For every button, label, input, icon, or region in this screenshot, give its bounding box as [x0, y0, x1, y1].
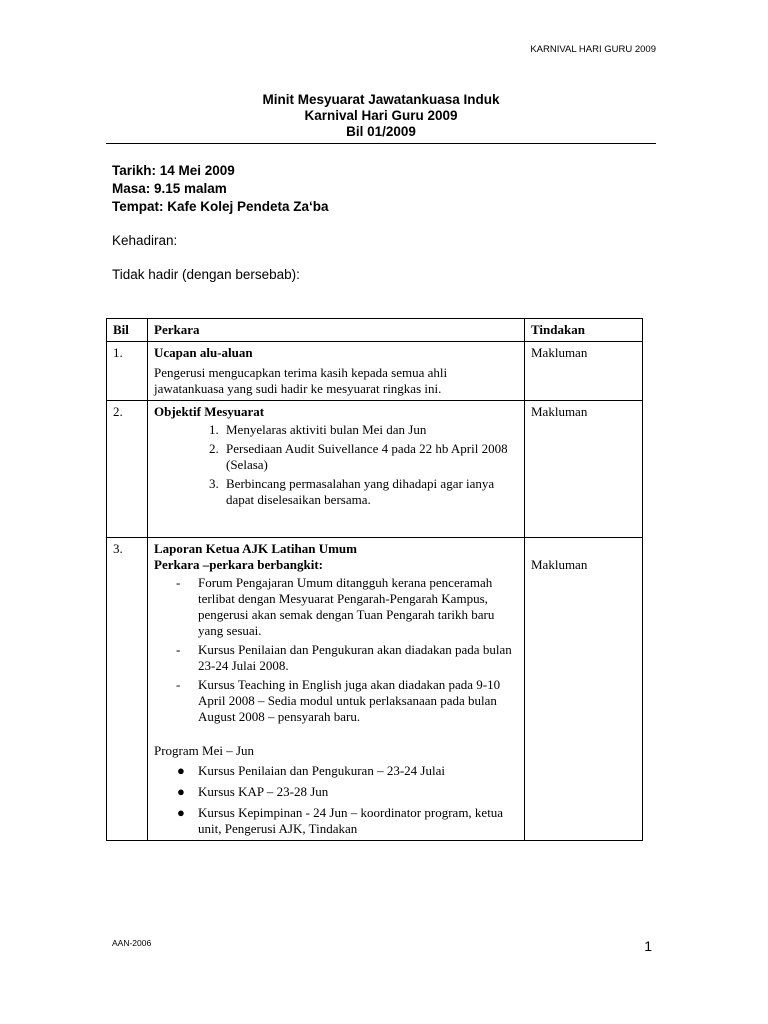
dash-marker: -	[176, 677, 181, 692]
title-line-3: Bil 01/2009	[346, 124, 416, 139]
list-item-text: Forum Pengajaran Umum ditangguh kerana penceramah terlibat dengan Mesyuarat Pengarah-Pengarah Kampus, pengerusi akan semak dengan Tuan Pengarah tarikh baru yang sesuai.	[198, 575, 495, 638]
header-bil: Bil	[107, 319, 148, 342]
meeting-meta	[112, 162, 329, 216]
item-heading: Objektif Mesyuarat	[154, 404, 265, 419]
list-item-text: Kursus Teaching in English juga akan diadakan pada 9-10 April 2008 – Sedia modul untuk perlaksanaan pada bulan August 2008 – pensyarah baru.	[198, 677, 501, 724]
row-action	[525, 538, 643, 841]
meeting-venue: Tempat: Kafe Kolej Pendeta Za‘ba	[112, 199, 329, 214]
row-content	[148, 538, 525, 841]
absence-label: Tidak hadir (dengan bersebab):	[112, 267, 300, 282]
item-text: Pengerusi mengucapkan terima kasih kepada semua ahli jawatankuasa yang sudi hadir ke mesyuarat ringkas ini.	[154, 365, 448, 396]
program-heading: Program Mei – Jun	[154, 743, 255, 758]
row-content	[148, 401, 525, 538]
objective-list	[154, 422, 518, 508]
table-row	[107, 342, 643, 401]
table-row	[107, 538, 643, 841]
list-item: 2. Persediaan Audit Suivellance 4 pada 22 hb April 2008 (Selasa)	[222, 441, 518, 473]
footer-code: AAN-2006	[112, 938, 152, 948]
bullet-icon: ●	[177, 763, 185, 778]
list-item	[177, 763, 518, 779]
row-number: 3.	[107, 538, 148, 841]
list-item	[176, 677, 518, 725]
list-item: 3. Berbincang permasalahan yang dihadapi agar ianya dapat diselesaikan bersama.	[222, 476, 518, 508]
bullet-icon: ●	[177, 805, 185, 820]
running-header: KARNIVAL HARI GURU 2009	[530, 44, 656, 55]
list-item	[177, 805, 518, 837]
list-item-text: Kursus Penilaian dan Pengukuran – 23-24 Julai	[198, 763, 445, 778]
action-text: Makluman	[531, 557, 588, 572]
dash-marker: -	[176, 642, 181, 657]
header-tindakan: Tindakan	[525, 319, 643, 342]
meeting-time: Masa: 9.15 malam	[112, 181, 227, 196]
meeting-date: Tarikh: 14 Mei 2009	[112, 163, 235, 178]
list-item	[177, 784, 518, 800]
dash-list	[154, 575, 518, 725]
list-item: 1. Menyelaras aktiviti bulan Mei dan Jun	[222, 422, 518, 438]
row-number: 1.	[107, 342, 148, 401]
row-action: Makluman	[525, 342, 643, 401]
row-number: 2.	[107, 401, 148, 538]
list-item-text: Kursus Penilaian dan Pengukuran akan diadakan pada bulan 23-24 Julai 2008.	[198, 642, 512, 673]
list-item	[176, 642, 518, 674]
item-subheading: Perkara –perkara berbangkit:	[154, 557, 323, 572]
table-header-row	[107, 319, 643, 342]
dash-marker: -	[176, 575, 181, 590]
list-item-text: Kursus KAP – 23-28 Jun	[198, 784, 329, 799]
title-line-1: Minit Mesyuarat Jawatankuasa Induk	[262, 92, 500, 107]
minutes-table	[106, 318, 643, 841]
list-item	[176, 575, 518, 639]
title-line-2: Karnival Hari Guru 2009	[304, 108, 458, 123]
list-item-text: Kursus Kepimpinan - 24 Jun – koordinator program, ketua unit, Pengerusi AJK, Tindakan	[198, 805, 504, 836]
title-divider	[106, 143, 656, 144]
table-row	[107, 401, 643, 538]
attendance-label: Kehadiran:	[112, 233, 178, 248]
header-perkara: Perkara	[148, 319, 525, 342]
bullet-icon: ●	[177, 784, 185, 799]
item-heading: Laporan Ketua AJK Latihan Umum	[154, 541, 357, 556]
row-content	[148, 342, 525, 401]
document-title	[106, 92, 656, 140]
row-action: Makluman	[525, 401, 643, 538]
program-list	[154, 763, 518, 837]
item-heading: Ucapan alu-aluan	[154, 345, 253, 360]
page-number: 1	[644, 938, 652, 954]
